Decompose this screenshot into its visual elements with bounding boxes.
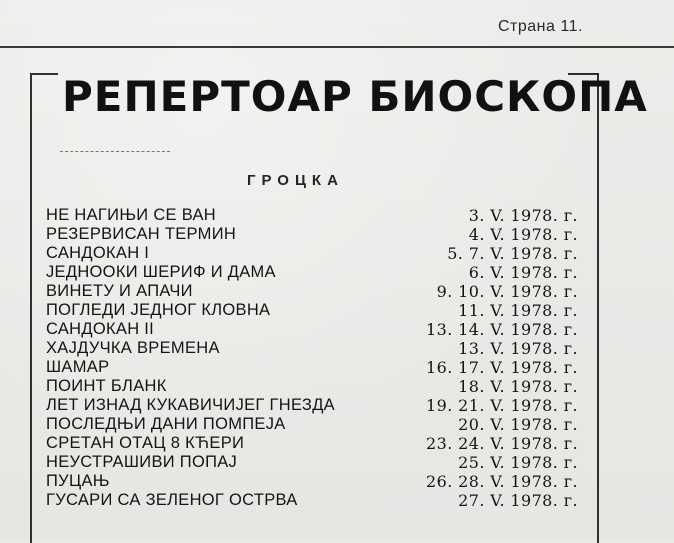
film-title: ГУСАРИ СА ЗЕЛЕНОГ ОСТРВА	[46, 491, 298, 509]
list-item	[46, 434, 586, 453]
list-item	[46, 244, 586, 263]
film-date: 4. V. 1978. г.	[468, 225, 578, 244]
film-title: ПОИНТ БЛАНК	[46, 377, 167, 395]
place-heading: ГРОЦКА	[247, 172, 344, 189]
film-date: 18. V. 1978. г.	[458, 377, 578, 396]
film-date: 25. V. 1978. г.	[458, 453, 578, 472]
film-title: ПУЦАЊ	[46, 472, 110, 490]
film-title: ХАЈДУЧКА ВРЕМЕНА	[46, 339, 220, 357]
film-title: ПОГЛЕДИ ЈЕДНОГ КЛОВНА	[46, 301, 271, 319]
list-item	[46, 301, 586, 320]
film-date: 27. V. 1978. г.	[458, 491, 578, 510]
film-date: 9. 10. V. 1978. г.	[436, 282, 578, 301]
film-date: 13. 14. V. 1978. г.	[426, 320, 578, 339]
page-title: РЕПЕРТОАР БИОСКОПА	[62, 72, 648, 121]
film-title: ЈЕДНООКИ ШЕРИФ И ДАМА	[46, 263, 276, 281]
list-item	[46, 320, 586, 339]
list-item	[46, 396, 586, 415]
list-item	[46, 225, 586, 244]
film-title: ШАМАР	[46, 358, 110, 376]
list-item	[46, 377, 586, 396]
film-date: 3. V. 1978. г.	[468, 206, 578, 225]
film-title: ВИНЕТУ И АПАЧИ	[46, 282, 193, 300]
film-date: 20. V. 1978. г.	[458, 415, 578, 434]
frame-corner-left	[30, 73, 58, 75]
list-item	[46, 206, 586, 225]
film-title: НЕ НАГИЊИ СЕ ВАН	[46, 206, 217, 224]
page-number: Страна 11.	[498, 18, 583, 35]
film-date: 26. 28. V. 1978. г.	[426, 472, 578, 491]
film-title: ЛЕТ ИЗНАД КУКАВИЧИЈЕГ ГНЕЗДА	[46, 396, 335, 414]
film-date: 23. 24. V. 1978. г.	[426, 434, 578, 453]
list-item	[46, 453, 586, 472]
list-item	[46, 415, 586, 434]
film-title: САНДОКАН II	[46, 320, 155, 338]
list-item	[46, 472, 586, 491]
film-date: 19. 21. V. 1978. г.	[426, 396, 578, 415]
list-item	[46, 358, 586, 377]
film-title: ПОСЛЕДЊИ ДАНИ ПОМПЕЈА	[46, 415, 286, 433]
separator-line	[60, 151, 170, 153]
list-item	[46, 282, 586, 301]
film-title: САНДОКАН I	[46, 244, 150, 262]
top-rule	[0, 46, 674, 48]
film-date: 11. V. 1978. г.	[458, 301, 578, 320]
film-list	[46, 206, 586, 510]
list-item	[46, 263, 586, 282]
list-item	[46, 491, 586, 510]
film-date: 16. 17. V. 1978. г.	[426, 358, 578, 377]
film-title: СРЕТАН ОТАЦ 8 КЋЕРИ	[46, 434, 245, 452]
film-date: 6. V. 1978. г.	[468, 263, 578, 282]
film-title: НЕУСТРАШИВИ ПОПАЈ	[46, 453, 238, 471]
film-date: 13. V. 1978. г.	[458, 339, 578, 358]
list-item	[46, 339, 586, 358]
film-title: РЕЗЕРВИСАН ТЕРМИН	[46, 225, 237, 243]
film-date: 5. 7. V. 1978. г.	[447, 244, 578, 263]
